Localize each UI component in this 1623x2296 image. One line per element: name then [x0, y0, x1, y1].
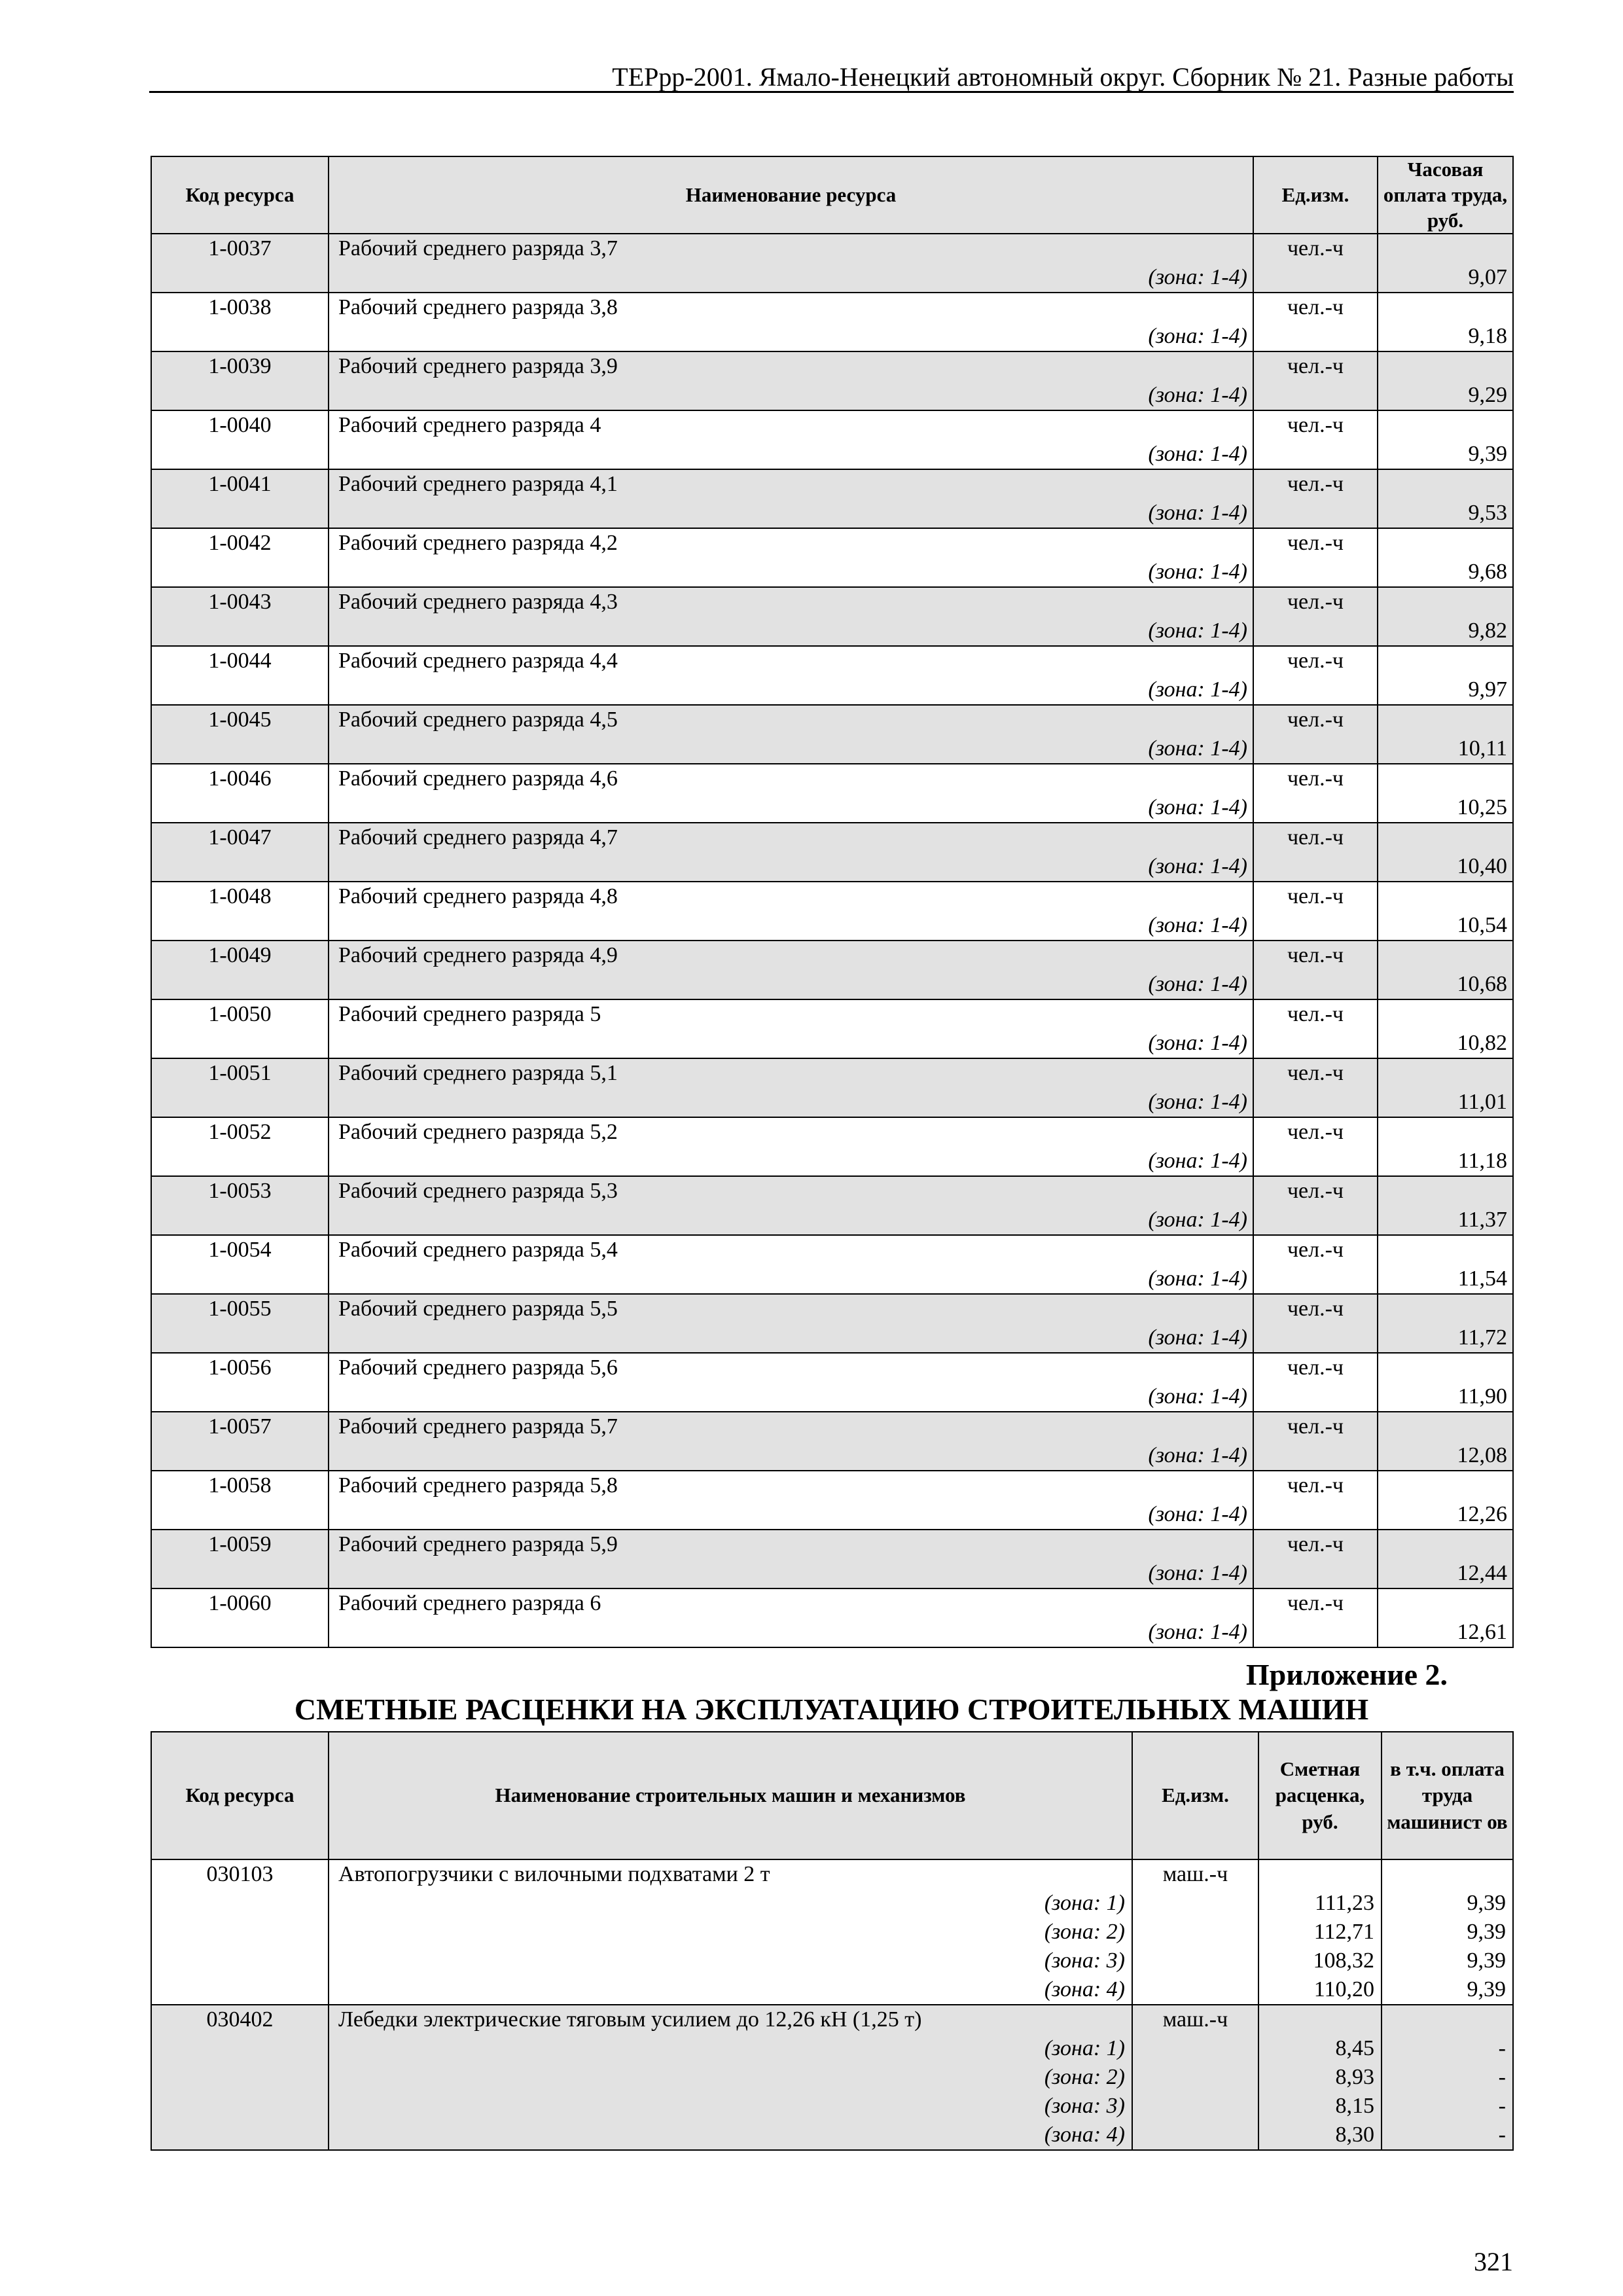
table-row	[151, 1235, 1513, 1294]
resource-name-cell	[329, 293, 1253, 351]
unit: чел.-ч	[1253, 941, 1378, 999]
table-row	[151, 764, 1513, 823]
resource-name-cell	[329, 1235, 1253, 1294]
resource-code: 1-0051	[151, 1058, 329, 1117]
table-row	[151, 999, 1513, 1058]
resource-code: 1-0037	[151, 234, 329, 293]
resource-name-cell	[329, 1117, 1253, 1176]
zone-label: (зона: 3)	[1044, 2094, 1125, 2118]
resource-name-cell	[329, 1353, 1253, 1412]
resource-code: 1-0054	[151, 1235, 329, 1294]
hourly-rate: 11,37	[1378, 1176, 1513, 1235]
table-row	[151, 351, 1513, 410]
resource-code: 1-0048	[151, 882, 329, 941]
machine-row	[151, 2005, 1513, 2150]
table-row	[151, 410, 1513, 469]
unit: чел.-ч	[1253, 1176, 1378, 1235]
zone-label: (зона: 1-4)	[1148, 1443, 1247, 1468]
zone-label: (зона: 1-4)	[1148, 265, 1247, 290]
header-operator-labor: в т.ч. оплата труда машинист ов	[1382, 1732, 1513, 1859]
machine-rates-table	[151, 1731, 1514, 2151]
resource-name: Рабочий среднего разряда 4	[338, 413, 601, 438]
machine-name-cell	[329, 2005, 1132, 2150]
resource-code: 1-0057	[151, 1412, 329, 1471]
zone-label: (зона: 1-4)	[1148, 1090, 1247, 1115]
hourly-rate: 9,82	[1378, 587, 1513, 646]
labor-rates-body	[151, 234, 1513, 1647]
table-row	[151, 1530, 1513, 1588]
resource-code: 1-0053	[151, 1176, 329, 1235]
operator-labor: 9,39	[1467, 1891, 1506, 1915]
operator-labor: 9,39	[1467, 1920, 1506, 1944]
table-row	[151, 823, 1513, 882]
resource-name: Рабочий среднего разряда 5,6	[338, 1355, 618, 1380]
zone-label: (зона: 1-4)	[1148, 736, 1247, 761]
table-header-row	[151, 156, 1513, 234]
header-code: Код ресурса	[151, 156, 329, 234]
unit: чел.-ч	[1253, 1235, 1378, 1294]
unit: чел.-ч	[1253, 1530, 1378, 1588]
labor-cell	[1382, 2005, 1513, 2150]
zone-label: (зона: 4)	[1044, 2123, 1125, 2147]
page-number: 321	[1474, 2247, 1513, 2276]
machine-row	[151, 1859, 1513, 2005]
resource-name-cell	[329, 999, 1253, 1058]
hourly-rate: 9,97	[1378, 646, 1513, 705]
unit: чел.-ч	[1253, 351, 1378, 410]
resource-name-cell	[329, 410, 1253, 469]
zone-label: (зона: 1-4)	[1148, 854, 1247, 879]
zone-label: (зона: 1-4)	[1148, 1149, 1247, 1174]
zone-label: (зона: 1-4)	[1148, 795, 1247, 820]
hourly-rate: 10,68	[1378, 941, 1513, 999]
estimated-price: 111,23	[1315, 1891, 1374, 1915]
hourly-rate: 9,18	[1378, 293, 1513, 351]
unit: чел.-ч	[1253, 999, 1378, 1058]
zone-label: (зона: 1-4)	[1148, 442, 1247, 467]
unit: чел.-ч	[1253, 1471, 1378, 1530]
resource-name-cell	[329, 469, 1253, 528]
unit: чел.-ч	[1253, 823, 1378, 882]
operator-labor: 9,39	[1467, 1948, 1506, 1973]
resource-name: Рабочий среднего разряда 4,8	[338, 884, 618, 909]
zone-label: (зона: 1-4)	[1148, 1031, 1247, 1056]
resource-name: Рабочий среднего разряда 5,5	[338, 1297, 618, 1321]
unit: чел.-ч	[1253, 528, 1378, 587]
hourly-rate: 10,82	[1378, 999, 1513, 1058]
hourly-rate: 10,25	[1378, 764, 1513, 823]
resource-name-cell	[329, 1471, 1253, 1530]
resource-name: Рабочий среднего разряда 3,9	[338, 354, 618, 379]
zone-label: (зона: 1-4)	[1148, 913, 1247, 938]
table-row	[151, 646, 1513, 705]
resource-name-cell	[329, 1294, 1253, 1353]
hourly-rate: 9,68	[1378, 528, 1513, 587]
price-cell	[1258, 1859, 1382, 2005]
resource-code: 1-0040	[151, 410, 329, 469]
estimated-price: 110,20	[1313, 1977, 1374, 2001]
operator-labor: -	[1498, 2123, 1506, 2147]
spacer	[1382, 2005, 1512, 2034]
hourly-rate: 9,53	[1378, 469, 1513, 528]
resource-name: Рабочий среднего разряда 5,2	[338, 1120, 618, 1145]
hourly-rate: 11,72	[1378, 1294, 1513, 1353]
machine-code: 030103	[151, 1859, 329, 2005]
resource-name: Рабочий среднего разряда 5,8	[338, 1473, 618, 1498]
unit: чел.-ч	[1253, 1353, 1378, 1412]
resource-name: Рабочий среднего разряда 5,4	[338, 1238, 618, 1263]
resource-name: Рабочий среднего разряда 3,7	[338, 236, 618, 261]
resource-name: Рабочий среднего разряда 5,7	[338, 1414, 618, 1439]
zone-label: (зона: 3)	[1044, 1948, 1125, 1973]
resource-name: Рабочий среднего разряда 4,3	[338, 590, 618, 615]
zone-label: (зона: 1-4)	[1148, 560, 1247, 584]
resource-code: 1-0050	[151, 999, 329, 1058]
machine-rates-body	[151, 1859, 1513, 2150]
resource-name-cell	[329, 941, 1253, 999]
hourly-rate: 11,01	[1378, 1058, 1513, 1117]
resource-code: 1-0047	[151, 823, 329, 882]
resource-code: 1-0060	[151, 1588, 329, 1647]
zone-label: (зона: 1-4)	[1148, 1208, 1247, 1232]
spacer	[1259, 1860, 1381, 1889]
appendix-title: СМЕТНЫЕ РАСЦЕНКИ НА ЭКСПЛУАТАЦИЮ СТРОИТЕЛЬНЫХ МАШИН	[294, 1693, 1369, 1726]
hourly-rate: 12,44	[1378, 1530, 1513, 1588]
machine-name: Автопогрузчики с вилочными подхватами 2 т	[338, 1862, 770, 1886]
resource-name: Рабочий среднего разряда 4,6	[338, 766, 618, 791]
zone-label: (зона: 1-4)	[1148, 972, 1247, 997]
resource-code: 1-0045	[151, 705, 329, 764]
hourly-rate: 10,40	[1378, 823, 1513, 882]
zone-label: (зона: 2)	[1044, 2065, 1125, 2089]
resource-name-cell	[329, 587, 1253, 646]
hourly-rate: 11,90	[1378, 1353, 1513, 1412]
table-row	[151, 1353, 1513, 1412]
resource-code: 1-0039	[151, 351, 329, 410]
resource-name-cell	[329, 823, 1253, 882]
estimated-price: 8,30	[1335, 2123, 1374, 2147]
zone-label: (зона: 1-4)	[1148, 619, 1247, 643]
resource-name: Рабочий среднего разряда 3,8	[338, 295, 618, 320]
resource-name-cell	[329, 234, 1253, 293]
resource-code: 1-0059	[151, 1530, 329, 1588]
resource-name: Рабочий среднего разряда 6	[338, 1591, 601, 1616]
resource-code: 1-0046	[151, 764, 329, 823]
resource-name-cell	[329, 646, 1253, 705]
resource-code: 1-0049	[151, 941, 329, 999]
resource-name-cell	[329, 705, 1253, 764]
machine-code: 030402	[151, 2005, 329, 2150]
unit: чел.-ч	[1253, 646, 1378, 705]
table-row	[151, 1412, 1513, 1471]
resource-name: Рабочий среднего разряда 4,4	[338, 649, 618, 673]
operator-labor: -	[1498, 2065, 1506, 2089]
unit: чел.-ч	[1253, 587, 1378, 646]
resource-name: Рабочий среднего разряда 4,2	[338, 531, 618, 556]
resource-name-cell	[329, 351, 1253, 410]
header-unit: Ед.изм.	[1253, 156, 1378, 234]
unit: чел.-ч	[1253, 234, 1378, 293]
table-header-row	[151, 1732, 1513, 1859]
zone-label: (зона: 1)	[1044, 2036, 1125, 2060]
resource-code: 1-0052	[151, 1117, 329, 1176]
zone-label: (зона: 1-4)	[1148, 1384, 1247, 1409]
resource-code: 1-0038	[151, 293, 329, 351]
hourly-rate: 10,54	[1378, 882, 1513, 941]
table-row	[151, 528, 1513, 587]
unit: чел.-ч	[1253, 1058, 1378, 1117]
header-price: Сметная расценка, руб.	[1258, 1732, 1382, 1859]
resource-code: 1-0055	[151, 1294, 329, 1353]
operator-labor: -	[1498, 2094, 1506, 2118]
table-row	[151, 587, 1513, 646]
table-row	[151, 882, 1513, 941]
unit: маш.-ч	[1132, 1859, 1258, 2005]
resource-name-cell	[329, 1588, 1253, 1647]
estimated-price: 112,71	[1313, 1920, 1374, 1944]
table-row	[151, 941, 1513, 999]
spacer	[1382, 1860, 1512, 1889]
unit: чел.-ч	[1253, 1588, 1378, 1647]
price-cell	[1258, 2005, 1382, 2150]
unit: чел.-ч	[1253, 469, 1378, 528]
estimated-price: 108,32	[1313, 1948, 1374, 1973]
appendix-label: Приложение 2.	[1245, 1658, 1448, 1691]
zone-label: (зона: 1)	[1044, 1891, 1125, 1915]
unit: чел.-ч	[1253, 705, 1378, 764]
hourly-rate: 12,61	[1378, 1588, 1513, 1647]
estimated-price: 8,93	[1335, 2065, 1374, 2089]
labor-rates-table	[151, 156, 1514, 1648]
header-unit: Ед.изм.	[1132, 1732, 1258, 1859]
zone-label: (зона: 1-4)	[1148, 383, 1247, 408]
resource-name: Рабочий среднего разряда 5,3	[338, 1179, 618, 1204]
zone-label: (зона: 1-4)	[1148, 1561, 1247, 1586]
machine-name: Лебедки электрические тяговым усилием до 12,26 кН (1,25 т)	[338, 2007, 922, 2032]
resource-code: 1-0041	[151, 469, 329, 528]
unit: чел.-ч	[1253, 882, 1378, 941]
zone-label: (зона: 1-4)	[1148, 1502, 1247, 1527]
zone-label: (зона: 1-4)	[1148, 324, 1247, 349]
unit: чел.-ч	[1253, 1117, 1378, 1176]
resource-name: Рабочий среднего разряда 4,9	[338, 943, 618, 968]
hourly-rate: 11,54	[1378, 1235, 1513, 1294]
hourly-rate: 11,18	[1378, 1117, 1513, 1176]
table-row	[151, 234, 1513, 293]
resource-name-cell	[329, 1176, 1253, 1235]
table-row	[151, 1058, 1513, 1117]
zone-label: (зона: 1-4)	[1148, 1325, 1247, 1350]
header-code: Код ресурса	[151, 1732, 329, 1859]
spacer	[1259, 2005, 1381, 2034]
resource-name-cell	[329, 1530, 1253, 1588]
header-rate: Часовая оплата труда, руб.	[1378, 156, 1513, 234]
table-row	[151, 293, 1513, 351]
hourly-rate: 9,29	[1378, 351, 1513, 410]
header-machine-name: Наименование строительных машин и механизмов	[329, 1732, 1132, 1859]
unit: маш.-ч	[1132, 2005, 1258, 2150]
zone-label: (зона: 1-4)	[1148, 677, 1247, 702]
hourly-rate: 12,08	[1378, 1412, 1513, 1471]
unit: чел.-ч	[1253, 1294, 1378, 1353]
hourly-rate: 9,07	[1378, 234, 1513, 293]
resource-name-cell	[329, 882, 1253, 941]
table-row	[151, 705, 1513, 764]
resource-name-cell	[329, 528, 1253, 587]
resource-name-cell	[329, 1058, 1253, 1117]
resource-name-cell	[329, 1412, 1253, 1471]
zone-label: (зона: 1-4)	[1148, 1620, 1247, 1645]
header-name: Наименование ресурса	[329, 156, 1253, 234]
resource-name: Рабочий среднего разряда 5,9	[338, 1532, 618, 1557]
resource-name: Рабочий среднего разряда 5	[338, 1002, 601, 1027]
operator-labor: 9,39	[1467, 1977, 1506, 2001]
table-row	[151, 469, 1513, 528]
resource-name: Рабочий среднего разряда 4,7	[338, 825, 618, 850]
resource-name: Рабочий среднего разряда 4,5	[338, 708, 618, 732]
resource-code: 1-0056	[151, 1353, 329, 1412]
labor-cell	[1382, 1859, 1513, 2005]
table-row	[151, 1117, 1513, 1176]
resource-code: 1-0042	[151, 528, 329, 587]
zone-label: (зона: 1-4)	[1148, 1266, 1247, 1291]
hourly-rate: 10,11	[1378, 705, 1513, 764]
resource-name: Рабочий среднего разряда 4,1	[338, 472, 618, 497]
table-row	[151, 1471, 1513, 1530]
zone-label: (зона: 1-4)	[1148, 501, 1247, 526]
hourly-rate: 9,39	[1378, 410, 1513, 469]
resource-name: Рабочий среднего разряда 5,1	[338, 1061, 618, 1086]
resource-code: 1-0058	[151, 1471, 329, 1530]
unit: чел.-ч	[1253, 764, 1378, 823]
table-row	[151, 1294, 1513, 1353]
unit: чел.-ч	[1253, 1412, 1378, 1471]
zone-label: (зона: 2)	[1044, 1920, 1125, 1944]
table-row	[151, 1588, 1513, 1647]
hourly-rate: 12,26	[1378, 1471, 1513, 1530]
running-header	[149, 60, 1514, 93]
operator-labor: -	[1498, 2036, 1506, 2060]
resource-name-cell	[329, 764, 1253, 823]
zone-label: (зона: 4)	[1044, 1977, 1125, 2001]
estimated-price: 8,45	[1335, 2036, 1374, 2060]
resource-code: 1-0044	[151, 646, 329, 705]
machine-name-cell	[329, 1859, 1132, 2005]
unit: чел.-ч	[1253, 293, 1378, 351]
header-title: ТЕРрр-2001. Ямало-Ненецкий автономный округ. Сборник № 21. Разные работы	[612, 62, 1514, 92]
resource-code: 1-0043	[151, 587, 329, 646]
estimated-price: 8,15	[1335, 2094, 1374, 2118]
table-row	[151, 1176, 1513, 1235]
unit: чел.-ч	[1253, 410, 1378, 469]
